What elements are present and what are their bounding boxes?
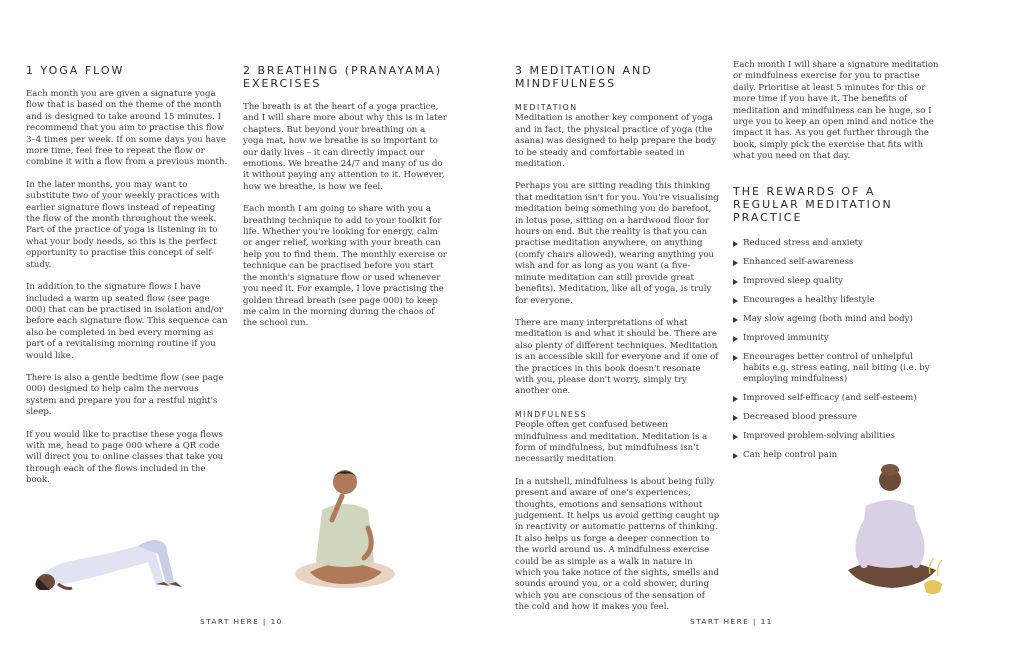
column-rewards	[733, 60, 941, 469]
section-heading: 2 BREATHING (PRANAYAMA) EXERCISES	[243, 64, 443, 90]
paragraph: Perhaps you are sitting reading this thinking that meditation isn't for you. You're visualising meditation being something you do barefoot, in lotus pose, sitting on a hardwood floor for hours on end. But the reality is that you can practise meditation anywhere, on anything (comfy chairs allowed), wearing anything you wish and for as long as you want (a five-minute meditation can still provide great benefits). Meditation, like all of yoga, is truly for everyone.	[515, 181, 719, 306]
paragraph: There are many interpretations of what meditation is and what it should be. There are also plenty of different techniques. Meditation is an accessible skill for everyone and if one of the practices in this book doesn't resonate with you, please don't worry, simply try another one.	[515, 317, 719, 397]
seated-meditation-illustration	[838, 464, 948, 600]
section-heading: THE REWARDS OF A REGULAR MEDITATION PRACTICE	[733, 184, 893, 224]
paragraph: Meditation is another key component of yoga and in fact, the physical practice of yoga (the asana) was designed to help prepare the body to be steady and comfortable seated in meditation.	[515, 113, 717, 170]
column-meditation	[515, 64, 720, 625]
paragraph: Each month you are given a signature yoga flow that is based on the theme of the month and is designed to take around 15 minutes. I recommend that you aim to practise this flow 3–4 times per week. If on some days you have more time, feel free to repeat the flow or combine it with a flow from a previous month.	[26, 89, 228, 168]
list-item: Reduced stress and anxiety	[733, 238, 941, 249]
column-breathing	[243, 64, 448, 341]
section-heading: 1 YOGA FLOW	[26, 64, 125, 77]
seated-breathing-illustration	[290, 462, 400, 592]
list-item: Improved sleep quality	[733, 276, 941, 287]
list-item: Enhanced self-awareness	[733, 257, 941, 268]
column-yoga-flow	[26, 64, 231, 498]
list-item: Decreased blood pressure	[733, 412, 941, 423]
page-number-right: START HERE | 11	[690, 617, 773, 626]
paragraph: If you would like to practise these yoga flows with me, head to page 000 where a QR code will direct you to online classes that take you through each of the flows included in the book.	[26, 429, 224, 486]
subheading-meditation: MEDITATION	[515, 103, 578, 112]
paragraph: Each month I will share a signature meditation or mindfulness exercise for you to practise daily. Prioritise at least 5 minutes for this or more time if you have it. The benefits of meditation and mindfulness can be huge, so I urge you to keep an open mind and notice the impact it has. As you get further through the book, simply pick the exercise that fits with what you need on that day.	[733, 60, 939, 162]
bridge-pose-illustration	[28, 524, 188, 594]
paragraph: In a nutshell, mindfulness is about being fully present and aware of one's experiences, thoughts, emotions and sensations without judgement. It helps us avoid getting caught up in reactivity or automatic patterns of thinking. It also helps us forge a deeper connection to the world around us. A mindfulness exercise could be as simple as a walk in nature in which you take notice of the sights, smells and sounds around you, or a cold shower, during which you are conscious of the sensation of the cold and how it makes you feel.	[515, 476, 720, 613]
list-item: Encourages better control of unhelpful habits e.g. stress eating, nail biting (i.e. by employing mindfulness)	[733, 352, 941, 386]
page-number-left: START HERE | 10	[200, 617, 283, 626]
subheading-mindfulness: MINDFULNESS	[515, 409, 588, 419]
list-item: Improved self-efficacy (and self-esteem)	[733, 393, 941, 404]
list-item: Improved problem-solving abilities	[733, 431, 941, 442]
list-item: Encourages a healthy lifestyle	[733, 295, 941, 306]
list-item: Improved immunity	[733, 333, 941, 344]
rewards-list	[733, 238, 941, 462]
paragraph: The breath is at the heart of a yoga practice, and I will share more about why this is in later chapters. But beyond your breathing on a yoga mat, how we breathe is so important to our daily lives – it can directly impact our emotions. We breathe 24/7 and many of us do it without paying any attention to it. However, how we breathe, is how we feel.	[243, 102, 447, 192]
paragraph: People often get confused between mindfulness and meditation. Meditation is a form of mindfulness, but mindfulness isn't necessarily meditation.	[515, 420, 708, 465]
list-item: Can help control pain	[733, 450, 941, 461]
section-heading: 3 MEDITATION AND MINDFULNESS	[515, 64, 653, 90]
paragraph: There is also a gentle bedtime flow (see page 000) designed to help calm the nervous system and prepare you for a restful night's sleep.	[26, 372, 224, 418]
list-item: May slow ageing (both mind and body)	[733, 314, 941, 325]
paragraph: In addition to the signature flows I have included a warm up seated flow (see page 000) that can be practised in isolation and/or before each signature flow. This sequence can also be completed in bed every morning as part of a revitalising morning routine if you would like.	[26, 282, 228, 361]
paragraph: In the later months, you may want to substitute two of your weekly practices with earlier signature flows instead of repeating the flow of the month throughout the week. Part of the practice of yoga is listening in to what your body needs, so this is the perfect opportunity to practise this concept of self-study.	[26, 179, 220, 270]
paragraph: Each month I am going to share with you a breathing technique to add to your toolkit for life. Whether you're looking for energy, calm or anger relief, working with your breath can help you to find them. The monthly exercise or technique can be practised before you start the month's signature flow or used whenever you need it. For example, I love practising the golden thread breath (see page 000) to keep me calm in the morning during the chaos of the school run.	[243, 204, 447, 329]
